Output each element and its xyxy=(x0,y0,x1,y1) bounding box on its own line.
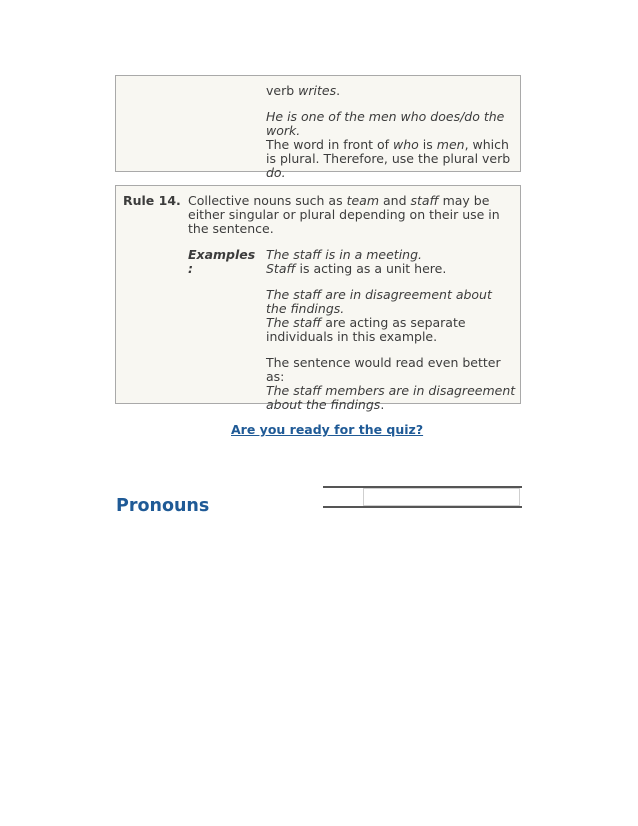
explanation-part-2: is xyxy=(418,137,437,152)
examples-label: Examples : xyxy=(188,247,256,276)
quiz-link[interactable]: Are you ready for the quiz? xyxy=(231,422,424,437)
verb-line xyxy=(266,84,516,98)
example-3-sentence: The staff members are in disagreement about the findings xyxy=(266,383,516,412)
search-area xyxy=(323,486,522,508)
example-sentence xyxy=(266,110,516,138)
example-2-the-staff: The staff xyxy=(266,315,322,330)
explanation-men: men xyxy=(436,137,465,152)
explanation xyxy=(266,138,516,180)
rule-text-team: team xyxy=(346,193,380,208)
example-2-explanation: are acting as separate individuals in this example. xyxy=(266,315,466,344)
rule-13-continuation-box xyxy=(115,75,521,180)
explanation-part-1: The word in front of xyxy=(266,137,394,152)
rule-14-box xyxy=(115,185,521,412)
rule-text xyxy=(188,194,513,236)
rule-text-part-2: and xyxy=(379,193,411,208)
example-2-sentence: The staff are in disagreement about the findings. xyxy=(266,287,492,316)
example-3-intro: The sentence would read even better as: xyxy=(266,355,501,384)
example-sentence-text: He is one of the men who does/do the work. xyxy=(266,109,505,138)
explanation-part-3: , which is plural. Therefore, use the plural verb xyxy=(266,137,511,166)
rule-text-part-1: Collective nouns such as xyxy=(188,193,347,208)
verb-line-prefix: verb xyxy=(266,83,299,98)
verb-line-suffix: . xyxy=(336,83,341,98)
rule-text-part-3: may be either singular or plural depending on their use in the sentence. xyxy=(188,193,500,236)
example-1-explanation: is acting as a unit here. xyxy=(295,261,447,276)
search-input[interactable] xyxy=(363,488,520,506)
example-3 xyxy=(266,356,516,412)
example-2 xyxy=(266,288,516,344)
example-1-staff: Staff xyxy=(266,261,296,276)
rule-text-staff: staff xyxy=(410,193,439,208)
explanation-do: do. xyxy=(266,165,286,180)
example-1-sentence: The staff is in a meeting. xyxy=(266,247,423,262)
explanation-who: who xyxy=(393,137,419,152)
section-heading: Pronouns xyxy=(116,496,210,516)
example-1 xyxy=(266,248,516,276)
verb-writes: writes xyxy=(298,83,337,98)
example-3-period: . xyxy=(380,397,385,412)
rule-label: Rule 14. xyxy=(123,193,181,208)
